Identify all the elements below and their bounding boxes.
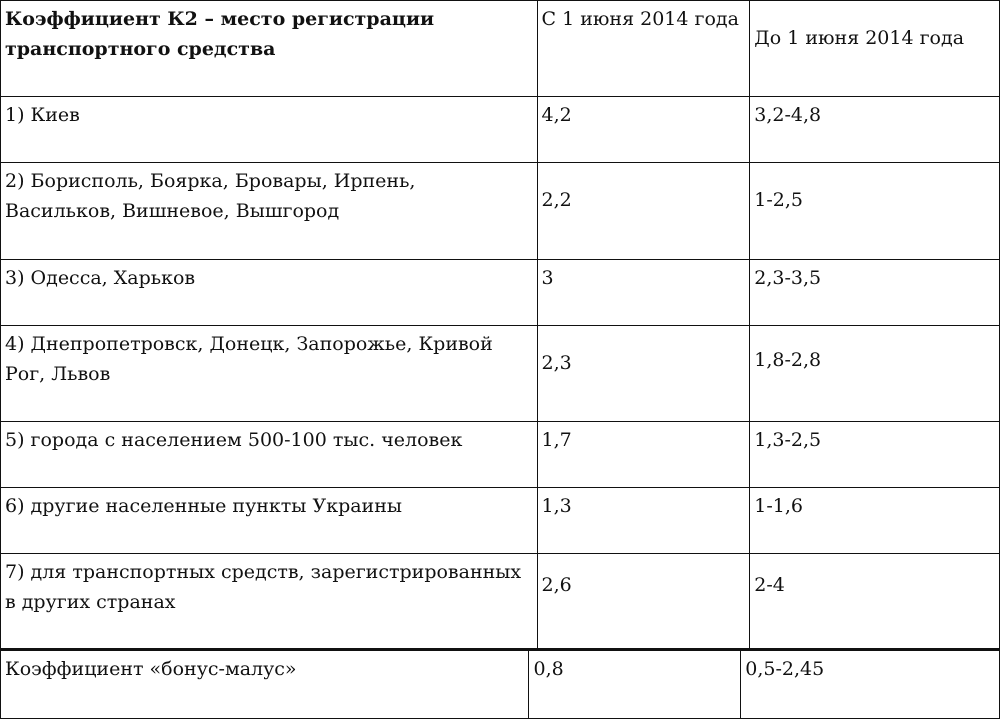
row-value-until: 1-1,6 (750, 488, 1000, 554)
table-row (1, 488, 1000, 554)
bonus-malus-label: Коэффициент «бонус-малус» (1, 651, 529, 719)
row-value-from: 1,7 (537, 422, 750, 488)
bonus-malus-value-from: 0,8 (529, 651, 741, 719)
row-value-from: 4,2 (537, 97, 750, 163)
header-until-date: До 1 июня 2014 года (750, 1, 1000, 97)
table-row (1, 97, 1000, 163)
table-row (1, 326, 1000, 422)
row-value-until: 1,8-2,8 (750, 326, 1000, 422)
row-value-from: 2,6 (537, 554, 750, 651)
row-value-until: 1,3-2,5 (750, 422, 1000, 488)
bonus-malus-value-until: 0,5-2,45 (741, 651, 1000, 719)
row-label: 7) для транспортных средств, зарегистрированных в других странах (1, 554, 538, 651)
table-row (1, 651, 1000, 719)
table-row (1, 163, 1000, 260)
row-value-from: 2,3 (537, 326, 750, 422)
row-value-from: 2,2 (537, 163, 750, 260)
row-value-until: 2,3-3,5 (750, 260, 1000, 326)
header-from-date: С 1 июня 2014 года (537, 1, 750, 97)
row-value-from: 3 (537, 260, 750, 326)
table-row (1, 260, 1000, 326)
bonus-malus-table (0, 650, 1000, 719)
row-label: 1) Киев (1, 97, 538, 163)
row-label: 6) другие населенные пункты Украины (1, 488, 538, 554)
table-row (1, 554, 1000, 651)
table-row (1, 422, 1000, 488)
row-value-until: 2-4 (750, 554, 1000, 651)
row-label: 2) Борисполь, Боярка, Бровары, Ирпень, Васильков, Вишневое, Вышгород (1, 163, 538, 260)
row-value-from: 1,3 (537, 488, 750, 554)
row-label: 3) Одесса, Харьков (1, 260, 538, 326)
row-value-until: 1-2,5 (750, 163, 1000, 260)
row-value-until: 3,2-4,8 (750, 97, 1000, 163)
row-label: 4) Днепропетровск, Донецк, Запорожье, Кривой Рог, Львов (1, 326, 538, 422)
row-label: 5) города с населением 500-100 тыс. человек (1, 422, 538, 488)
table-header-row (1, 1, 1000, 97)
header-k2-title: Коэффициент К2 – место регистрации транспортного средства (1, 1, 538, 97)
